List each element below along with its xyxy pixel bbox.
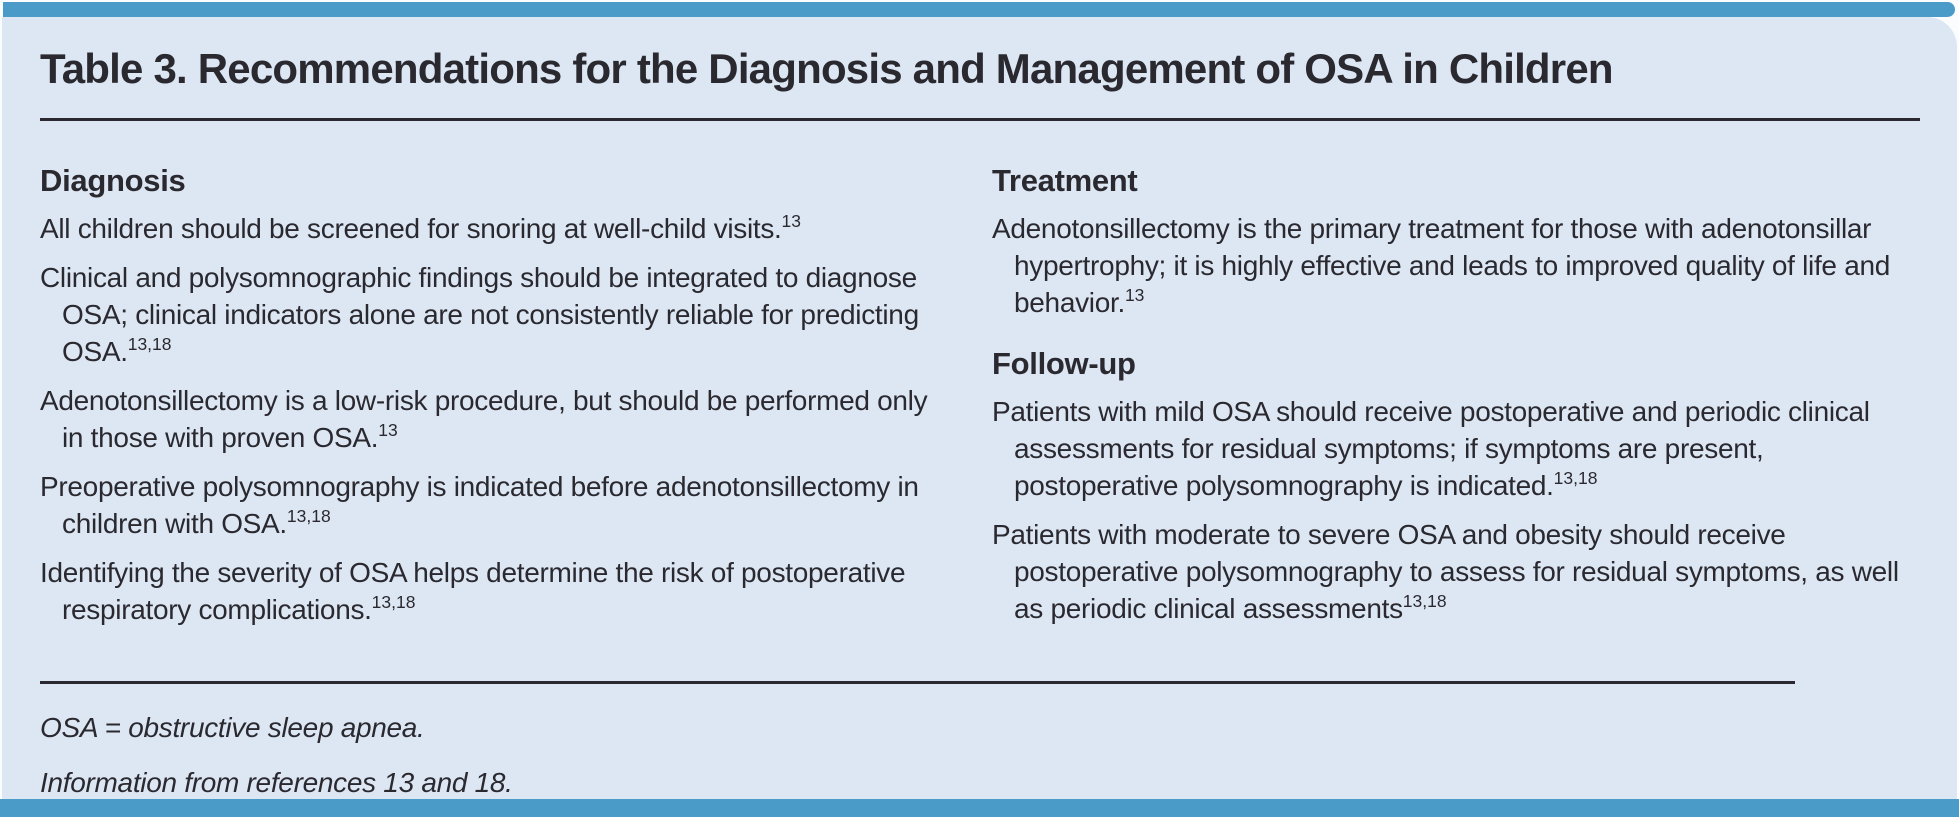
section-follow-up <box>992 347 1920 627</box>
table-footer <box>40 654 1795 799</box>
recommendation-item: All children should be screened for snoring at well-child visits.$^{13}$ <box>40 211 802 244</box>
recommendation-item: Patients with mild OSA should receive postoperative and periodic clinical assessments for residual symptoms; if symptoms are present, postoperative polysomnography is indicated.$^{13,18}$ <box>992 396 1870 501</box>
recommendation-item: Adenotonsillectomy is a low-risk procedure, but should be performed only in those with proven OSA.$^{13}$ <box>40 385 928 453</box>
reference-superscript: 13 <box>378 420 398 440</box>
recommendation-item: Patients with moderate to severe OSA and obesity should receive postoperative polysomnography to assess for residual symptoms, as well as periodic clinical assessments$^{13,18}$ <box>992 519 1899 624</box>
footer-rule <box>40 681 1795 684</box>
table-title: Table 3. Recommendations for the Diagnosis and Management of OSA in Children <box>40 45 1613 92</box>
reference-superscript: 13,18 <box>127 334 172 354</box>
recommendation-item: Adenotonsillectomy is the primary treatment for those with adenotonsillar hypertrophy; it is highly effective and leads to improved quality of life and behavior.$^{13}$ <box>992 213 1891 318</box>
reference-superscript: 13,18 <box>1402 591 1447 611</box>
reference-superscript: 13,18 <box>371 592 416 612</box>
bottom-accent-bar <box>0 799 1959 817</box>
reference-superscript: 13,18 <box>286 506 331 526</box>
table-columns <box>40 121 1920 628</box>
column-treatment-followup <box>992 121 1920 627</box>
table-panel <box>2 17 1957 799</box>
top-accent-bar <box>3 2 1955 17</box>
section-heading: Follow-up <box>992 346 1136 381</box>
reference-superscript: 13 <box>1124 285 1145 305</box>
column-diagnosis <box>40 121 942 628</box>
section-treatment <box>992 164 1920 321</box>
section-heading: Diagnosis <box>40 163 186 198</box>
recommendation-item: Identifying the severity of OSA helps determine the risk of postoperative respiratory complications.$^{13,18}$ <box>40 557 906 625</box>
recommendation-item: Clinical and polysomnographic findings should be integrated to diagnose OSA; clinical indicators alone are not consistently reliable for predicting OSA.$^{13,18}$ <box>40 262 919 367</box>
reference-superscript: 13,18 <box>1553 468 1598 488</box>
reference-superscript: 13 <box>781 211 802 231</box>
section-diagnosis <box>40 164 942 628</box>
source-note: Information from references 13 and 18. <box>40 767 513 798</box>
section-heading: Treatment <box>992 163 1138 198</box>
abbreviation-note: OSA = obstructive sleep apnea. <box>40 712 425 743</box>
recommendation-item: Preoperative polysomnography is indicated before adenotonsillectomy in children with OSA.$^{13,18}$ <box>40 471 919 539</box>
